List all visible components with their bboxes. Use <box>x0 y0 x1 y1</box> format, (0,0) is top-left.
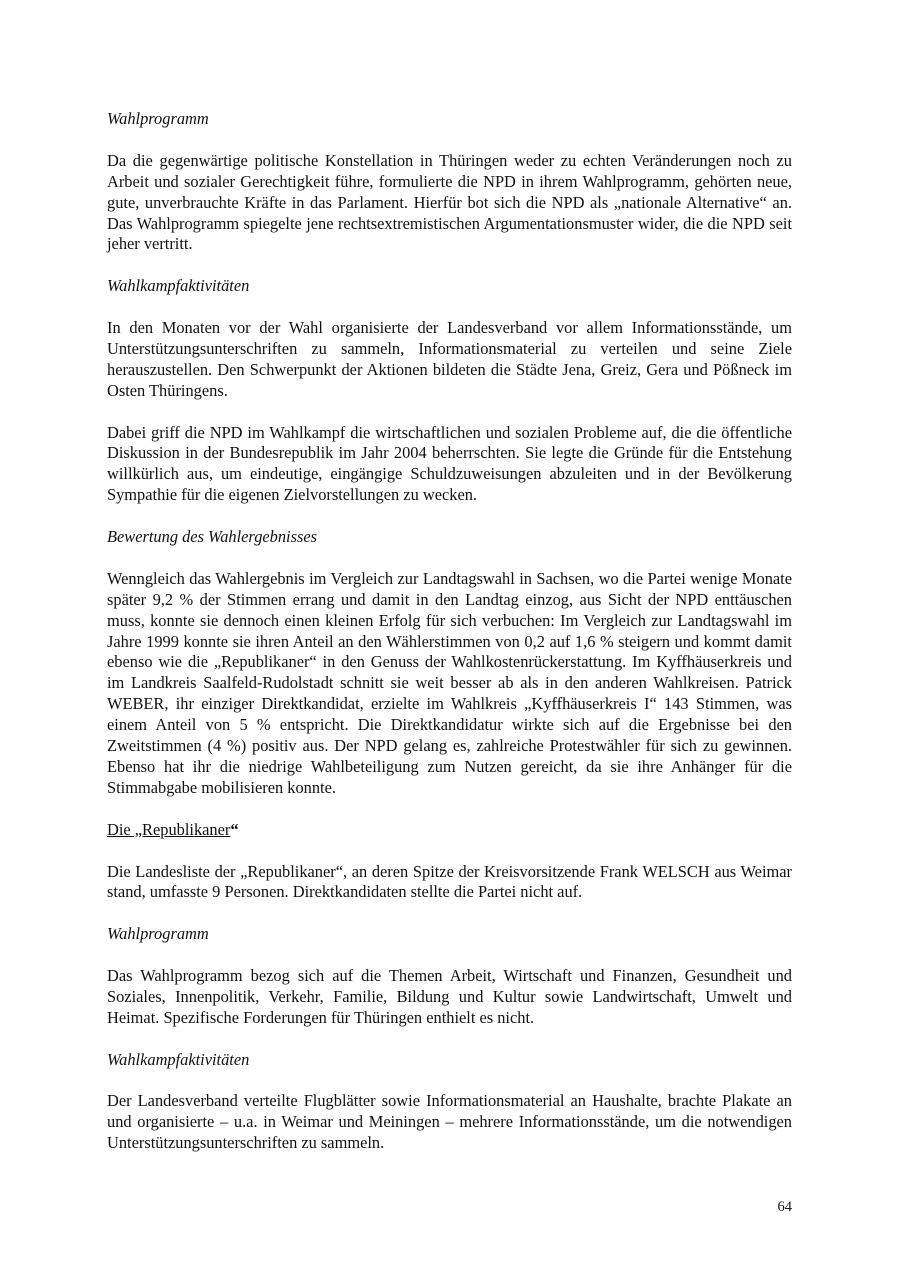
paragraph-landesliste-republikaner: Die Landesliste der „Republikaner“, an deren Spitze der Kreisvorsitzende Frank WELSCH aus Weimar stand, umfasste 9 Personen. Direktkandidaten stellte die Partei nicht auf. <box>107 861 792 902</box>
section-heading-bewertung: Bewertung des Wahlergebnisses <box>107 527 318 547</box>
paragraph-bewertung-npd: Wenngleich das Wahlergebnis im Vergleich zur Landtagswahl in Sachsen, wo die Partei wenige Monate später 9,2 % der Stimmen errang und damit in den Landtag einzog, aus Sicht der NPD enttäuschen muss, konnte sie dennoch einen kleinen Erfolg für sich verbuchen: Im Vergleich zur Landtagswahl im Jahre 1999 konnte sie ihren Anteil an den Wählerstimmen von 0,2 auf 1,6 % steigern und kommt damit ebenso wie die „Republikaner“ in den Genuss der Wahlkostenrückerstattung. Im Kyffhäuserkreis und im Landkreis Saalfeld-Rudolstadt schnitt sie weit besser ab als in den anderen Wahlkreisen. Patrick WEBER, ihr einziger Direktkandidat, erzielte im Wahlkreis „Kyffhäuserkreis I“ 143 Stimmen, was einem Anteil von 5 % entspricht. Die Direktkandidatur wirkte sich auf die Ergebnisse bei den Zweitstimmen (4 %) positiv aus. Der NPD gelang es, zahlreiche Protestwähler für sich zu gewinnen. Ebenso hat ihr die niedrige Wahlbeteiligung zum Nutzen gereicht, da sie ihre Anhänger für die Stimmabgabe mobilisieren konnte. <box>107 568 792 797</box>
document-page <box>107 109 792 1175</box>
section-heading-wahlprogramm-rep: Wahlprogramm <box>107 924 209 944</box>
paragraph-wahlkampf-npd-2: Dabei griff die NPD im Wahlkampf die wirtschaftlichen und sozialen Probleme auf, die die öffentliche Diskussion in der Bundesrepublik im Jahr 2004 beherrschten. Sie legte die Gründe für die Entstehung willkürlich aus, um eindeutige, eingängige Schuldzuweisungen abzuleiten und in der Bevölkerung Sympathie für die eigenen Zielvorstellungen zu wecken. <box>107 422 792 505</box>
paragraph-wahlprogramm-npd: Da die gegenwärtige politische Konstellation in Thüringen weder zu echten Veränderungen noch zu Arbeit und sozialer Gerechtigkeit führe, formulierte die NPD in ihrem Wahlprogramm, gehörten neue, gute, unverbrauchte Kräfte in das Parlament. Hierfür bot sich die NPD als „nationale Alternative“ an. Das Wahlprogramm spiegelte jene rechtsextremistischen Argumentationsmuster wider, die die NPD seit jeher vertritt. <box>107 150 792 254</box>
page-number: 64 <box>777 1199 792 1215</box>
paragraph-wahlkampf-rep: Der Landesverband verteilte Flugblätter sowie Informationsmaterial an Haushalte, brachte Plakate an und organisierte – u.a. in Weimar und Meiningen – mehrere Informationsstände, um die notwendigen Unterstützungsunterschriften zu sammeln. <box>107 1091 792 1153</box>
party-title-republikaner <box>107 820 792 841</box>
section-heading-wahlkampfaktivitaeten: Wahlkampfaktivitäten <box>107 276 250 296</box>
section-heading-wahlprogramm: Wahlprogramm <box>107 109 209 128</box>
section-heading-wahlkampfaktivitaeten-rep: Wahlkampfaktivitäten <box>107 1049 250 1069</box>
paragraph-wahlkampf-npd-1: In den Monaten vor der Wahl organisierte der Landesverband vor allem Informationsstände, um Unterstützungsunterschriften zu sammeln, Informationsmaterial zu verteilen und seine Ziele herauszustellen. Den Schwerpunkt der Aktionen bildeten die Städte Jena, Greiz, Gera und Pößneck im Osten Thüringens. <box>107 318 792 400</box>
party-title-text: Die „Republikaner <box>107 819 231 839</box>
paragraph-wahlprogramm-rep: Das Wahlprogramm bezog sich auf die Themen Arbeit, Wirtschaft und Finanzen, Gesundheit und Soziales, Innenpolitik, Verkehr, Familie, Bildung und Kultur sowie Landwirtschaft, Umwelt und Heimat. Spezifische Forderungen für Thüringen enthielt es nicht. <box>107 966 792 1027</box>
party-title-closing-quote: “ <box>230 819 239 839</box>
